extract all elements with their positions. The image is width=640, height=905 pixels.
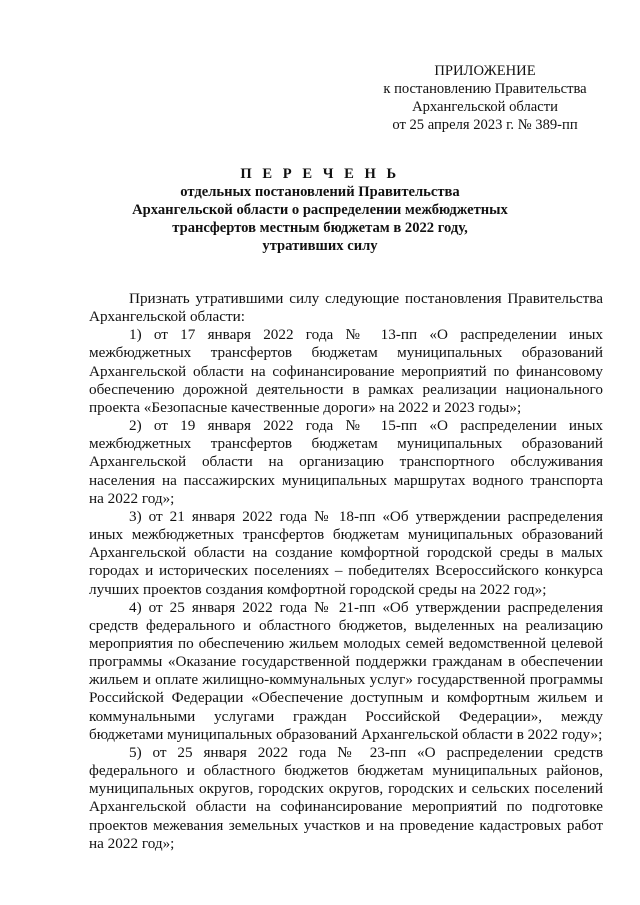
- list-item-3: 3) от 21 января 2022 года № 18-пп «Об утверждении распределения иных межбюджетных трансфертов бюджетам муниципальных образований Архангельской области на создание комфортной городской среды в малых городах и исторических поселениях – победителях Всероссийского конкурса лучших проектов создания комфортной городской среды на 2022 год»;: [89, 507, 603, 598]
- appendix-title: ПРИЛОЖЕНИЕ: [434, 63, 536, 79]
- list-item-5: 5) от 25 января 2022 года № 23-пп «О распределении средств федерального и областного бюджетов бюджетам муниципальных районов, муниципальных округов, городских округов, городских и сельских поселений Архангельской области на софинансирование мероприятий по подготовке проектов межевания земельных участков и на проведение кадастровых работ на 2022 год»;: [89, 743, 603, 852]
- appendix-line-resolution: к постановлению Правительства: [383, 81, 587, 97]
- document-body: [89, 290, 603, 853]
- list-item-4: 4) от 25 января 2022 года № 21-пп «Об утверждении распределения средств федерального и областного бюджетов, выделенных на реализацию мероприятия по обеспечению жильем молодых семей ведомственной целевой программы «Оказание государственной поддержки гражданам в обеспечении жильем и оплате жилищно-коммунальных услуг» государственной программы Российской Федерации «Обеспечение доступным и комфортным жильем и коммунальными услугами граждан Российской Федерации», между бюджетами муниципальных образований Архангельской области в 2022 году»;: [89, 598, 603, 743]
- title-line-3: Архангельской области о распределении межбюджетных: [132, 202, 508, 218]
- title-line-4: трансфертов местным бюджетам в 2022 году,: [172, 220, 468, 236]
- list-item-2: 2) от 19 января 2022 года № 15-пп «О распределении иных межбюджетных трансфертов бюджетам муниципальных образований Архангельской области на организацию транспортного обслуживания населения на пассажирских муниципальных маршрутах водного транспорта на 2022 год»;: [89, 417, 603, 507]
- document-title: [60, 165, 580, 255]
- appendix-line-region: Архангельской области: [412, 99, 558, 115]
- appendix-line-date: от 25 апреля 2023 г. № 389-пп: [392, 117, 578, 133]
- intro-paragraph: Признать утратившими силу следующие постановления Правительства Архангельской области:: [89, 290, 603, 326]
- title-line-2: отдельных постановлений Правительства: [180, 184, 460, 200]
- title-heading: П Е Р Е Ч Е Н Ь: [240, 166, 400, 182]
- list-item-1: 1) от 17 января 2022 года № 13-пп «О распределении иных межбюджетных трансфертов бюджетам муниципальных образований Архангельской области на софинансирование мероприятий по финансовому обеспечению дорожной деятельности в рамках реализации национального проекта «Безопасные качественные дороги» на 2022 и 2023 годы»;: [89, 326, 603, 416]
- title-line-5: утративших силу: [262, 238, 378, 254]
- appendix-header: [360, 62, 610, 134]
